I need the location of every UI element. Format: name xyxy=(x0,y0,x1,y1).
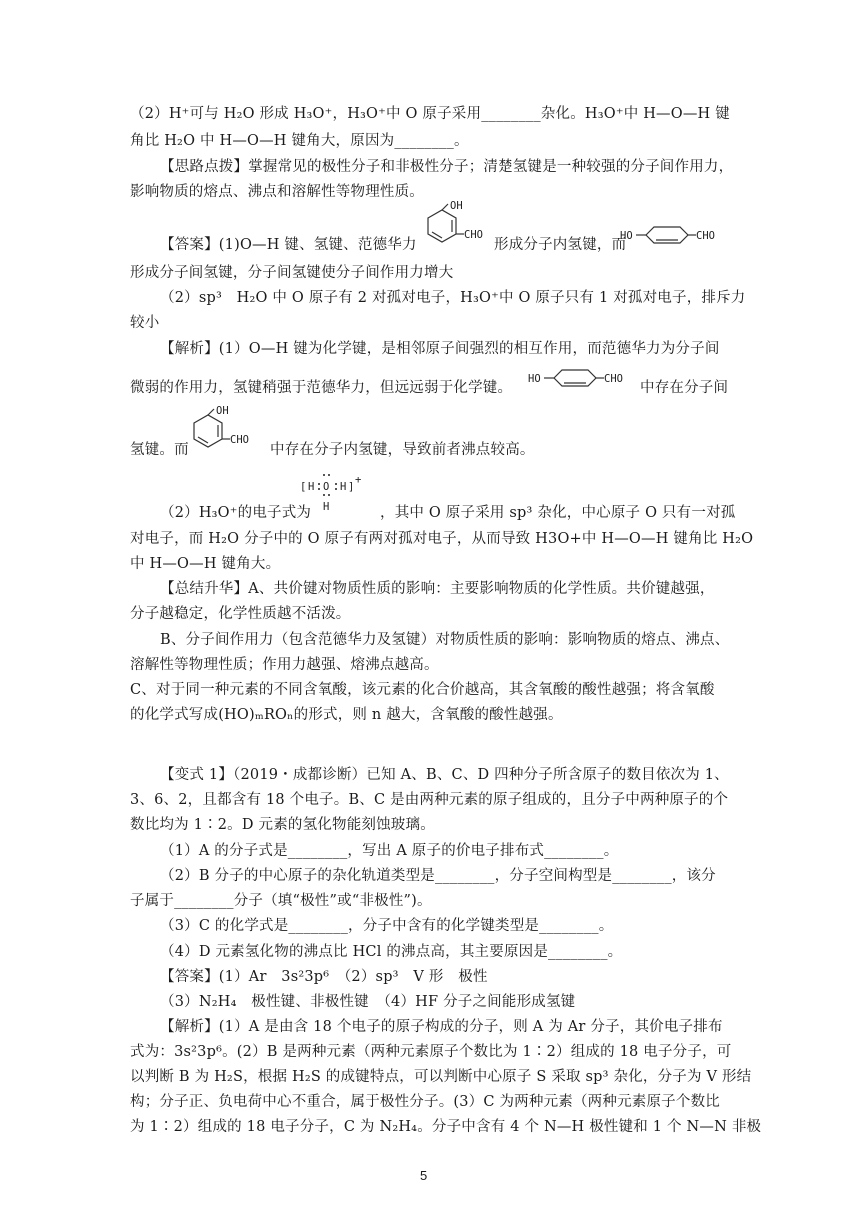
page-number: 5 xyxy=(420,1168,428,1183)
text-line: 氢键。而 xyxy=(130,442,189,458)
oh-label: OH xyxy=(216,405,229,417)
o-label: O xyxy=(323,481,330,493)
text-line: 中存在分子间 xyxy=(640,380,729,396)
ho-label: HO xyxy=(620,230,633,242)
text-line: 形成分子内氢键，而 xyxy=(494,237,627,253)
text-line: 以判断 B 为 H₂S，根据 H₂S 的成键特点，可以判断中心原子 S 采取 sp³ 杂化，分子为 V 形结 xyxy=(130,1069,752,1085)
text-line: （4）D 元素氢化物的沸点比 HCl 的沸点高，其主要原因是________。 xyxy=(160,944,623,960)
text-line: （3）N₂H₄ 极性键、非极性键 （4）HF 分子之间能形成氢键 xyxy=(160,994,576,1010)
text-line: 数比均为 1∶2。D 元素的氢化物能刻蚀玻璃。 xyxy=(130,817,435,833)
text-line: 【答案】(1)O—H 键、氢键、范德华力 xyxy=(160,237,417,253)
text-line: 较小 xyxy=(130,315,160,331)
p-hydroxybenzaldehyde-structure xyxy=(620,222,732,250)
text-line: 【变式 1】（2019・成都诊断）已知 A、B、C、D 四种分子所含原子的数目依次为 1、 xyxy=(160,767,729,783)
text-line: （3）C 的化学式是________，分子中含有的化学键类型是________。 xyxy=(160,918,614,934)
oh-label: OH xyxy=(450,200,463,212)
text-line: C、对于同一种元素的不同含氧酸，该元素的化合价越高，其含氧酸的酸性越强；将含氧酸 xyxy=(130,682,715,698)
text-line: 影响物质的熔点、沸点和溶解性等物理性质。 xyxy=(130,184,424,200)
text-line: 【答案】(1）Ar 3s²3p⁶ （2）sp³ V 形 极性 xyxy=(160,969,488,985)
h-label: H xyxy=(340,481,347,493)
text-line: 微弱的作用力，氢键稍强于范德华力，但远远弱于化学键。 xyxy=(130,380,513,396)
text-line: B、分子间作用力（包含范德华力及氢键）对物质性质的影响：影响物质的熔点、沸点、 xyxy=(160,632,730,648)
bracket-right: ] xyxy=(348,481,355,493)
text-line: （2）B 分子的中心原子的杂化轨道类型是________，分子空间构型是________，该分 xyxy=(160,868,716,884)
hydronium-electron-formula xyxy=(296,470,376,520)
text-line: 中存在分子内氢键，导致前者沸点较高。 xyxy=(270,442,535,458)
cho-label: CHO xyxy=(464,229,483,241)
salicylaldehyde-structure xyxy=(180,403,270,455)
text-line: 溶解性等物理性质；作用力越强、熔沸点越高。 xyxy=(130,657,439,673)
text-line: 角比 H₂O 中 H—O—H 键角大，原因为________。 xyxy=(130,133,469,149)
text-line: （2）H₃O⁺的电子式为 xyxy=(160,505,312,521)
text-line: 子属于________分子（填“极性”或“非极性”)。 xyxy=(130,893,432,909)
h-label: H xyxy=(323,501,330,513)
text-line: （2）H⁺可与 H₂O 形成 H₃O⁺，H₃O⁺中 O 原子采用________杂化。H₃O⁺中 H—O—H 键 xyxy=(130,106,730,122)
text-line: 构；分子正、负电荷中心不重合，属于极性分子。(3）C 为两种元素（两种元素原子个数比 xyxy=(130,1094,720,1110)
text-line: 为 1∶2）组成的 18 电子分子，C 为 N₂H₄。分子中含有 4 个 N—H 极性键和 1 个 N—N 非极 xyxy=(130,1119,762,1135)
text-line: （1）A 的分子式是________，写出 A 原子的价电子排布式________。 xyxy=(160,843,619,859)
text-line: 中 H—O—H 键角大。 xyxy=(130,556,281,572)
text-line: 式为：3s²3p⁶。(2）B 是两种元素（两种元素原子个数比为 1∶2）组成的 18 电子分子，可 xyxy=(130,1044,732,1060)
text-line: 的化学式写成(HO)ₘROₙ的形式，则 n 越大，含氧酸的酸性越强。 xyxy=(130,707,563,723)
text-line: 【解析】(1）O—H 键为化学键，是相邻原子间强烈的相互作用，而范德华力为分子间 xyxy=(160,341,720,357)
text-line: 形成分子间氢键，分子间氢键使分子间作用力增大 xyxy=(130,265,454,281)
plus-sign: + xyxy=(355,474,362,486)
text-line: 【总结升华】A、共价键对物质性质的影响：主要影响物质的化学性质。共价键越强， xyxy=(160,581,715,597)
p-hydroxybenzaldehyde-structure xyxy=(528,365,640,393)
text-line: 【解析】(1）A 是由含 18 个电子的原子构成的分子，则 A 为 Ar 分子，其价电子排布 xyxy=(160,1019,723,1035)
cho-label: CHO xyxy=(230,434,249,446)
cho-label: CHO xyxy=(696,230,715,242)
h-label: H xyxy=(308,481,315,493)
text-line: 对电子，而 H₂O 分子中的 O 原子有两对孤对电子，从而导致 H3O+中 H—O—H 键角比 H₂O xyxy=(130,531,754,547)
text-line: （2）sp³ H₂O 中 O 原子有 2 对孤对电子，H₃O⁺中 O 原子只有 1 对孤对电子，排斥力 xyxy=(160,290,746,306)
ho-label: HO xyxy=(528,373,541,385)
text-line: ，其中 O 原子采用 sp³ 杂化，中心原子 O 只有一对孤 xyxy=(380,505,736,521)
text-line: 分子越稳定，化学性质越不活泼。 xyxy=(130,606,351,622)
salicylaldehyde-structure xyxy=(408,198,498,250)
text-line: 3、6、2，且都含有 18 个电子。B、C 是由两种元素的原子组成的，且分子中两种原子的个 xyxy=(130,792,729,808)
text-line: 【思路点拨】掌握常见的极性分子和非极性分子；清楚氢键是一种较强的分子间作用力， xyxy=(160,159,734,175)
bracket-left: [ xyxy=(300,481,307,493)
cho-label: CHO xyxy=(604,373,623,385)
